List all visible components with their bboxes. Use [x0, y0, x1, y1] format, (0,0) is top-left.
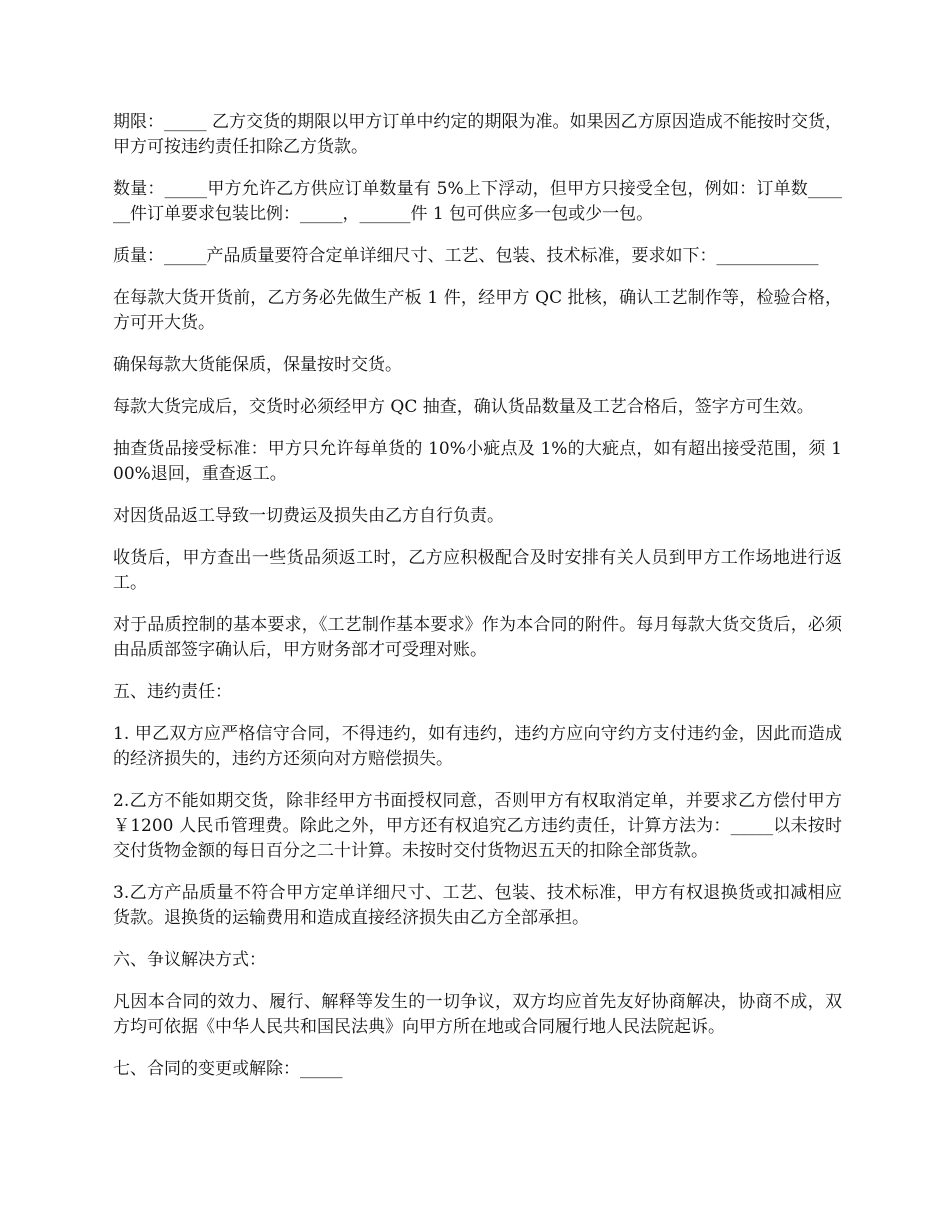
- clause-qc-inspection: 每款大货完成后，交货时必须经甲方 QC 抽查，确认货品数量及工艺合格后，签字方可生效。: [113, 397, 814, 417]
- section-heading-contract-modification: 七、合同的变更或解除：_____: [113, 1059, 343, 1079]
- section-heading-breach-liability: 五、违约责任：: [113, 682, 232, 702]
- clause-delivery-period: 期限：_____ 乙方交货的期限以甲方订单中约定的期限为准。如果因乙方原因造成不能按时交货，甲方可按违约责任扣除乙方货款。: [113, 112, 842, 157]
- clause-pre-production-sample: 在每款大货开货前，乙方务必先做生产板 1 件，经甲方 QC 批核，确认工艺制作等，检验合格，方可开大货。: [113, 288, 842, 333]
- clause-breach-2: 2.乙方不能如期交货，除非经甲方书面授权同意，否则甲方有权取消定单，并要求乙方偿付甲方￥1200 人民币管理费。除此之外，甲方还有权追究乙方违约责任，计算方法为：_____以未按时交付货物金额的每日百分之二十计算。未按时交付货物迟五天的扣除全部货款。: [113, 791, 842, 861]
- section-heading-dispute-resolution: 六、争议解决方式：: [113, 950, 266, 970]
- clause-quality-assurance: 确保每款大货能保质，保量按时交货。: [113, 355, 402, 375]
- clause-breach-1: 1. 甲乙双方应严格信守合同，不得违约，如有违约，违约方应向守约方支付违约金，因此而造成的经济损失的，违约方还须向对方赔偿损失。: [113, 724, 842, 769]
- clause-quality-control-appendix: 对于品质控制的基本要求，《工艺制作基本要求》作为本合同的附件。每月每款大货交货后，必须由品质部签字确认后，甲方财务部才可受理对账。: [113, 615, 842, 660]
- clause-quality: 质量：_____产品质量要符合定单详细尺寸、工艺、包装、技术标准，要求如下：____________: [113, 246, 819, 266]
- clause-quantity: 数量：_____甲方允许乙方供应订单数量有 5%上下浮动，但甲方只接受全包，例如：订单数______件订单要求包装比例：_____，______件 1 包可供应多一包或少一包。: [113, 179, 842, 224]
- clause-rework-arrangement: 收货后，甲方查出一些货品须返工时，乙方应积极配合及时安排有关人员到甲方工作场地进行返工。: [113, 548, 842, 593]
- clause-dispute-resolution: 凡因本合同的效力、履行、解释等发生的一切争议，双方均应首先友好协商解决，协商不成，双方均可依据《中华人民共和国民法典》向甲方所在地或合同履行地人民法院起诉。: [113, 992, 842, 1037]
- clause-breach-3: 3.乙方产品质量不符合甲方定单详细尺寸、工艺、包装、技术标准，甲方有权退换货或扣减相应货款。退换货的运输费用和造成直接经济损失由乙方全部承担。: [113, 883, 842, 928]
- clause-rework-cost: 对因货品返工导致一切费运及损失由乙方自行负责。: [113, 506, 504, 526]
- clause-acceptance-standard: 抽查货品接受标准：甲方只允许每单货的 10%小疵点及 1%的大疵点，如有超出接受范围，须 100%退回，重查返工。: [113, 439, 842, 484]
